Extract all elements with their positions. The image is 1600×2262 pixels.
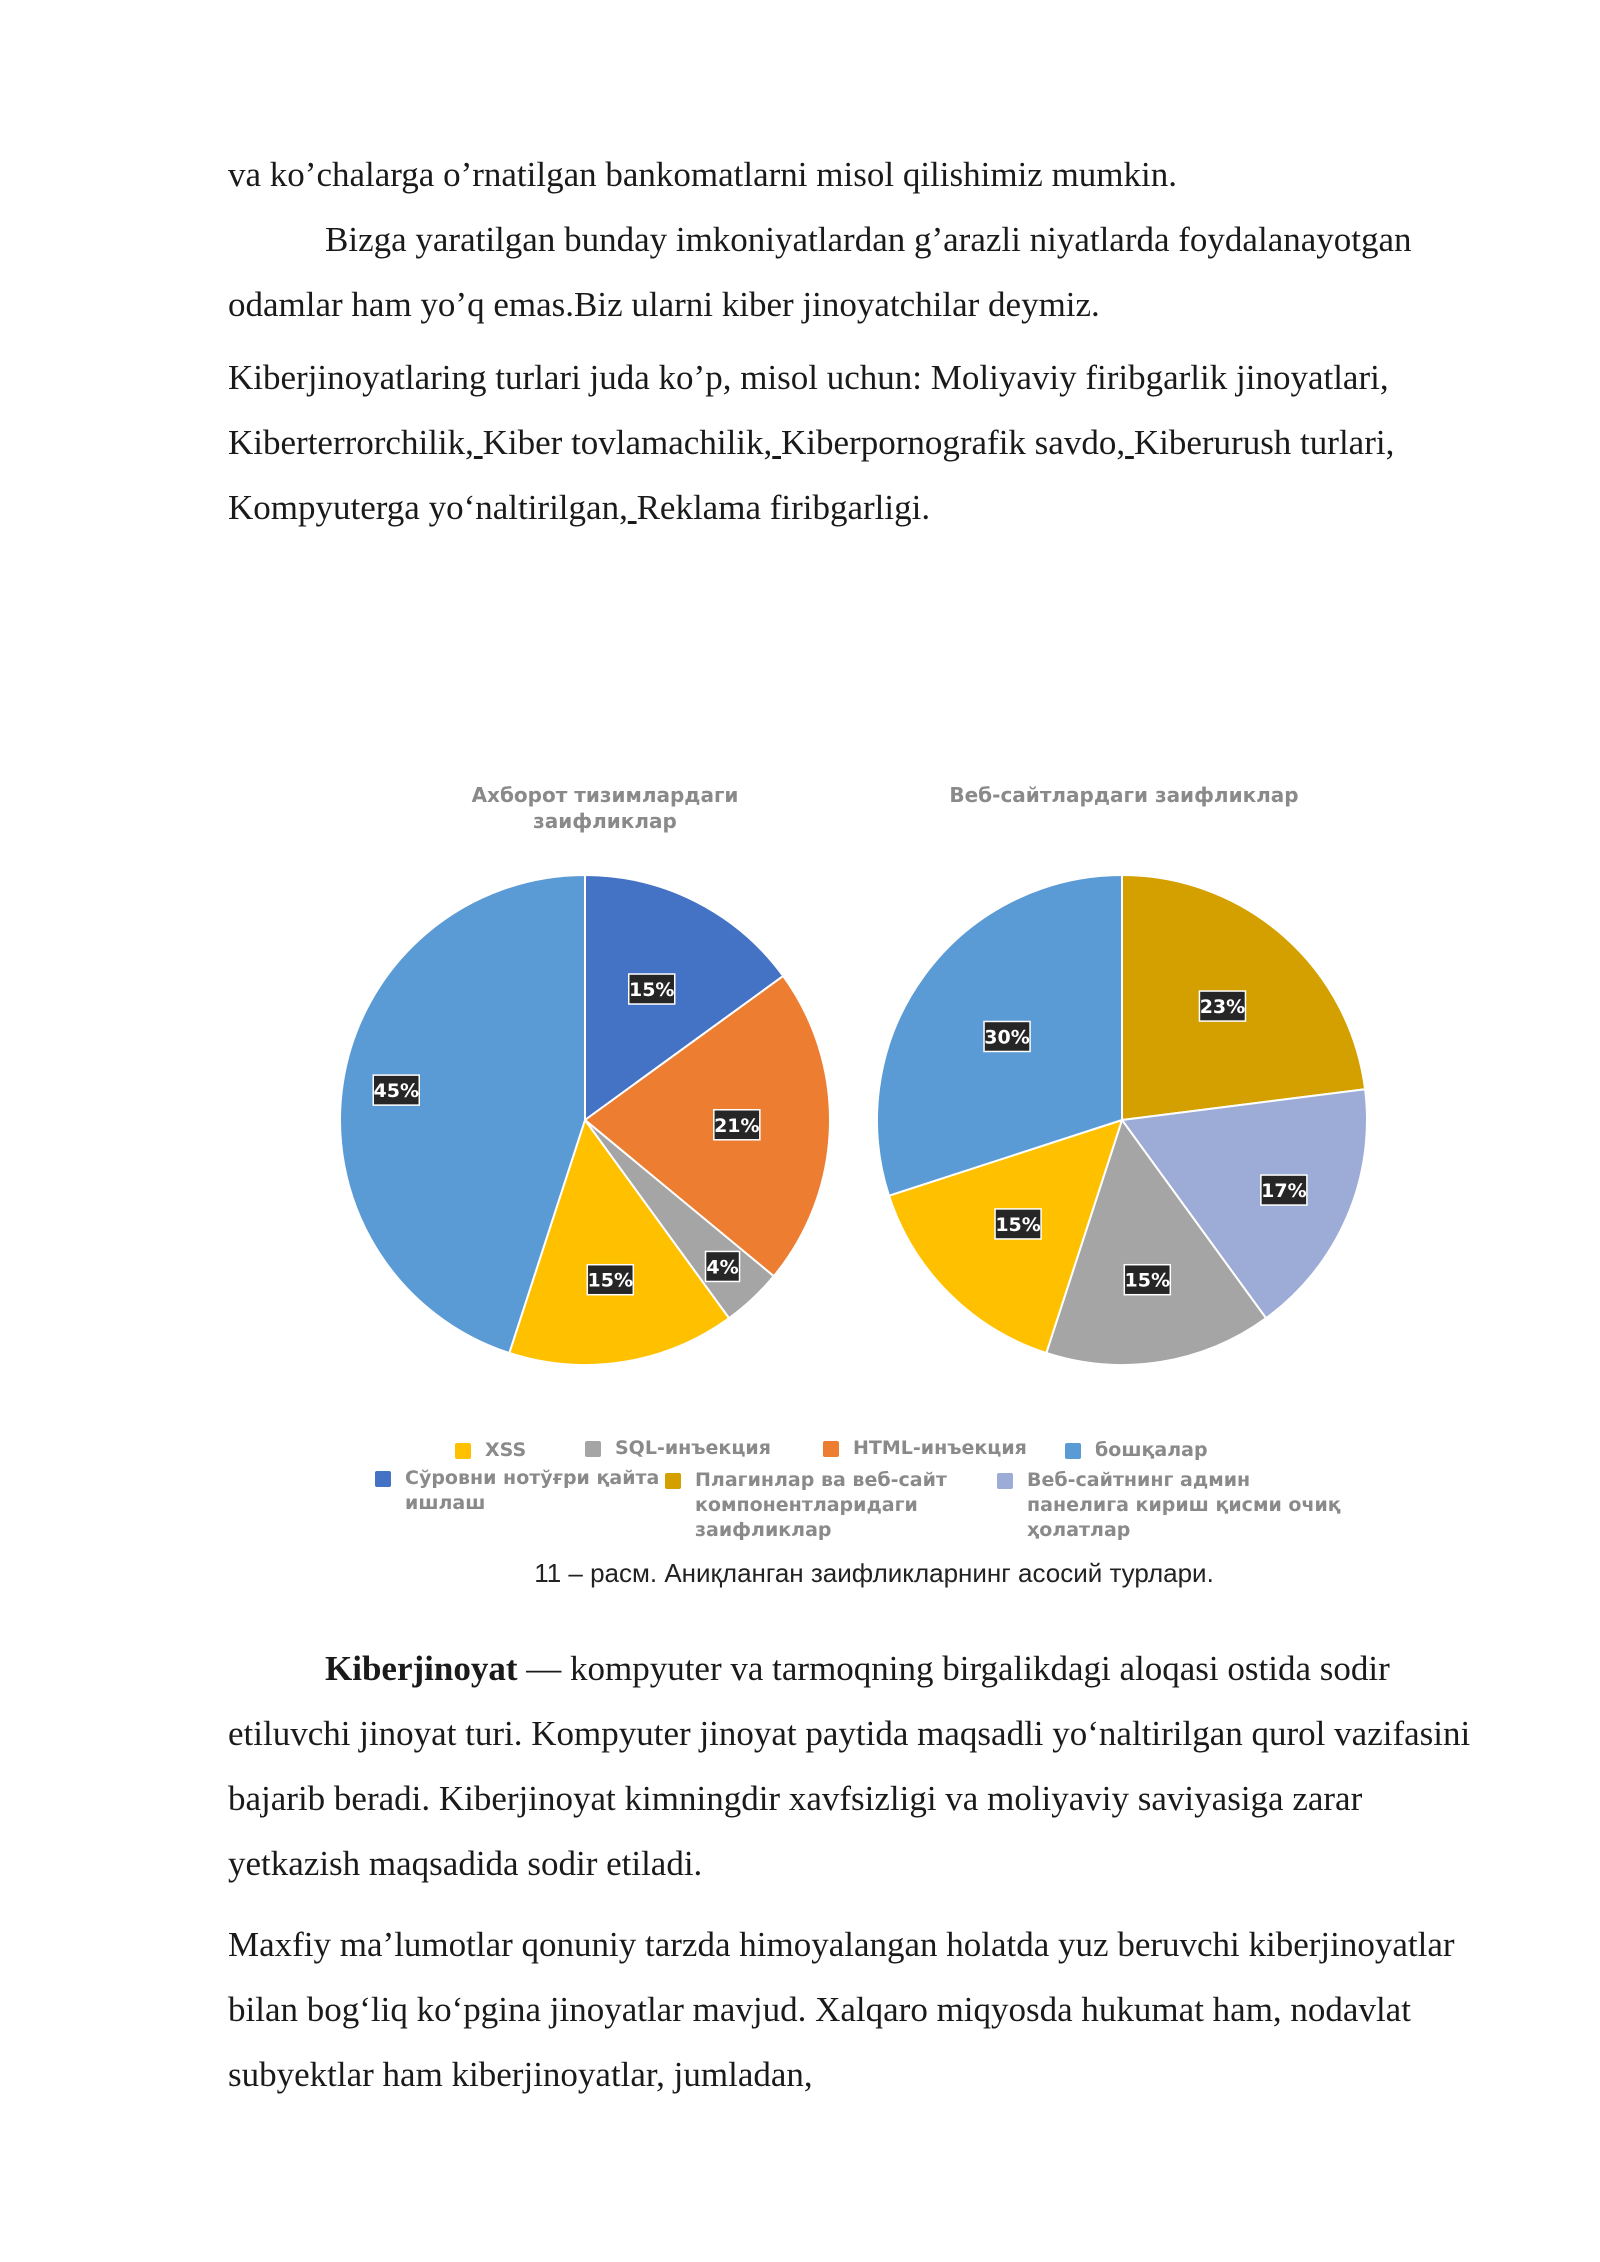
text-line-1: va ko’chalarga o’rnatilgan bankomatlarni misol qilishimiz mumkin. — [228, 155, 1177, 194]
paragraph-kiberjinoyat — [228, 1636, 1488, 1896]
top-text-block — [228, 142, 1488, 540]
data-label: 15% — [628, 979, 675, 1002]
chart-title-info-systems: Ахборот тизимлардаги заифликлар — [471, 783, 739, 833]
pie-charts — [320, 770, 1400, 1430]
legend-item — [665, 1468, 947, 1543]
chart-title-websites: Веб-сайтлардаги заифликлар — [949, 783, 1299, 807]
legend-label: SQL-инъекция — [615, 1437, 771, 1459]
paragraph-3-a: Kiberjinoyatlaring turlari juda ko’p, misol uchun: Moliyaviy firibgarlik jinoyatlari, Kiberterrorchilik, — [228, 358, 1389, 462]
chart-legend — [320, 1430, 1400, 1570]
bottom-text-block — [228, 1636, 1488, 2107]
term-kiberjinoyat: Kiberjinoyat — [325, 1649, 518, 1688]
data-label: 30% — [984, 1026, 1030, 1049]
legend-item — [455, 1438, 526, 1463]
data-label: 17% — [1261, 1180, 1307, 1203]
legend-item — [375, 1466, 659, 1516]
legend-label: Плагинлар ва веб-сайт компонентларидаги заифликлар — [695, 1469, 947, 1541]
paragraph-maxfiy: Maxfiy ma’lumotlar qonuniy tarzda himoyalangan holatda yuz beruvchi kiberjinoyatlar bilan bog‘liq ko‘pgina jinoyatlar mavjud. Xalqaro miqyosda hukumat ham, nodavlat subyektlar ham kiberjinoyatlar, jumladan, — [228, 1925, 1455, 2094]
data-label: 23% — [1199, 996, 1246, 1019]
legend-swatch — [1065, 1443, 1081, 1459]
legend-swatch — [375, 1471, 391, 1487]
pie-chart-1 — [340, 875, 830, 1365]
legend-label: бошқалар — [1095, 1439, 1208, 1461]
legend-label: HTML-инъекция — [853, 1437, 1027, 1459]
data-label: 45% — [373, 1080, 419, 1103]
data-label: 21% — [714, 1114, 760, 1137]
legend-item — [1065, 1438, 1208, 1463]
paragraph-3 — [228, 345, 1488, 540]
legend-label: XSS — [485, 1439, 527, 1461]
paragraph-2: Bizga yaratilgan bunday imkoniyatlardan g’arazli niyatlarda foydalanayotgan odamlar ham yo’q emas.Biz ularni kiber jinoyatchilar deymiz. — [228, 220, 1412, 324]
legend-label: Веб-сайтнинг админ панелига кириш қисми очиқ ҳолатлар — [1027, 1469, 1341, 1541]
legend-swatch — [455, 1443, 471, 1459]
data-label: 15% — [587, 1269, 634, 1292]
data-label: 15% — [995, 1213, 1041, 1236]
figure-caption: 11 – расм. Аниқланган заифликларнинг асосий турлари. — [534, 1558, 1214, 1588]
legend-item — [585, 1436, 771, 1461]
legend-item — [997, 1468, 1341, 1543]
legend-swatch — [585, 1441, 601, 1457]
definition-text: — kompyuter va tarmoqning birgalikdagi aloqasi ostida sodir etiluvchi jinoyat turi. Kompyuter jinoyat paytida maqsadli yo‘naltirilgan qurol vazifasini bajarib beradi. Kiberjinoyat kimningdir xavfsizligi va moliyaviy saviyasiga zarar yetkazish maqsadida sodir etiladi. — [228, 1649, 1471, 1883]
legend-swatch — [665, 1473, 681, 1489]
paragraph-3-c: Kiberpornografik savdo, — [781, 423, 1126, 462]
data-label: 15% — [1124, 1269, 1171, 1292]
data-label: 4% — [706, 1256, 739, 1279]
legend-item — [823, 1436, 1027, 1461]
legend-swatch — [997, 1473, 1013, 1489]
legend-swatch — [823, 1441, 839, 1457]
paragraph-3-b: Kiber tovlamachilik, — [482, 423, 773, 462]
vulnerability-figure — [320, 770, 1400, 1610]
paragraph-3-e: Reklama firibgarligi. — [636, 488, 931, 527]
legend-label: Сўровни нотўғри қайта ишлаш — [405, 1467, 660, 1514]
paragraph-3-d: Kiberurush turlari, Kompyuterga yo‘naltirilgan, — [228, 423, 1395, 527]
pie-chart-2 — [877, 875, 1367, 1365]
